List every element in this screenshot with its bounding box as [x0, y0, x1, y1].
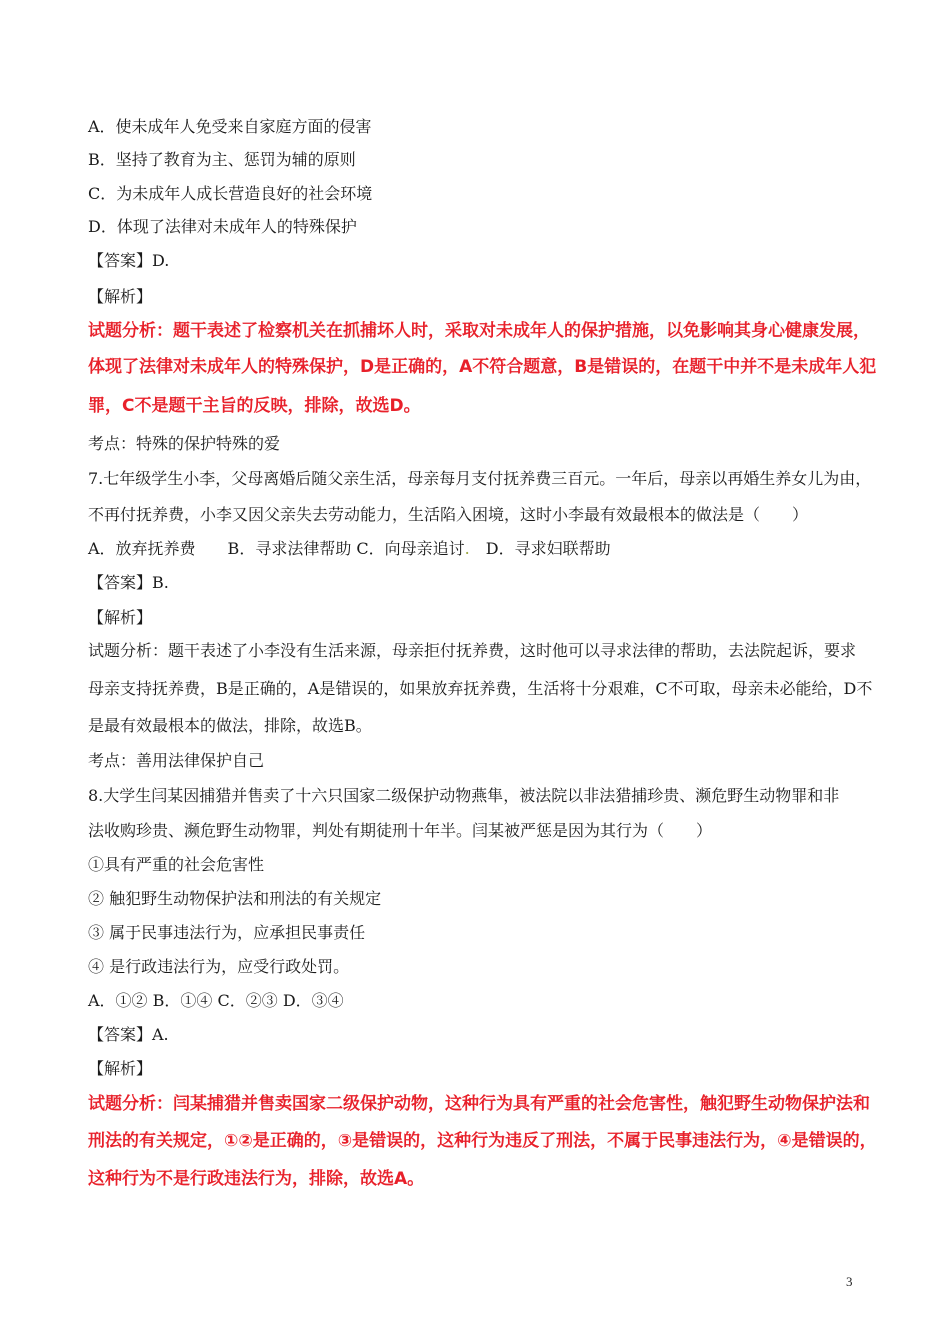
- q6-answer: 【答案】D.: [88, 251, 170, 270]
- q7-options-text: A．放弃抚养费 B．寻求法律帮助 C．向母亲追讨: [88, 539, 465, 558]
- q6-option-a: A．使未成年人免受来自家庭方面的侵害: [88, 117, 372, 136]
- q8-answer: 【答案】A.: [88, 1025, 169, 1044]
- stray-dot: .: [464, 539, 470, 558]
- q8-analysis-label: 【解析】: [88, 1059, 153, 1078]
- q8-stem-line-1: 8.大学生闫某因捕猎并售卖了十六只国家二级保护动物燕隼，被法院以非法猎捕珍贵、濒危野生动物罪和非: [88, 786, 840, 805]
- q7-stem-line-2: 不再付抚养费，小李又因父亲失去劳动能力，生活陷入困境，这时小李最有效最根本的做法是（ ）: [88, 505, 809, 524]
- q7-analysis-line-1: 试题分析：题干表述了小李没有生活来源，母亲拒付抚养费，这时他可以寻求法律的帮助，去法院起诉，要求: [88, 641, 857, 660]
- q7-answer: 【答案】B.: [88, 573, 169, 592]
- page-number: 3: [846, 1274, 853, 1289]
- q8-item-1: ①具有严重的社会危害性: [88, 855, 265, 874]
- q6-analysis-line-2: 体现了法律对未成年人的特殊保护，D是正确的，A不符合题意，B是错误的，在题干中并不是未成年人犯: [88, 357, 877, 377]
- q7-option-d-text: D．寻求妇联帮助: [469, 539, 611, 558]
- q6-option-d: D．体现了法律对未成年人的特殊保护: [88, 217, 357, 236]
- q8-options: A．①② B．①④ C．②③ D．③④: [88, 991, 344, 1010]
- q6-analysis-line-1: 试题分析：题干表述了检察机关在抓捕坏人时，采取对未成年人的保护措施，以免影响其身心健康发展，: [88, 321, 870, 341]
- q7-stem-line-1: 7.七年级学生小李，父母离婚后随父亲生活，母亲每月支付抚养费三百元。一年后，母亲以再婚生养女儿为由，: [88, 469, 872, 488]
- q7-options: [88, 538, 880, 560]
- q6-option-b: B．坚持了教育为主、惩罚为辅的原则: [88, 150, 356, 169]
- q8-item-3: ③ 属于民事违法行为，应承担民事责任: [88, 923, 366, 942]
- q8-stem-line-2: 法收购珍贵、濒危野生动物罪，判处有期徒刑十年半。闫某被严惩是因为其行为（ ）: [88, 821, 713, 840]
- q8-analysis-line-1: 试题分析：闫某捕猎并售卖国家二级保护动物，这种行为具有严重的社会危害性，触犯野生动物保护法和: [88, 1094, 870, 1114]
- q6-option-c: C．为未成年人成长营造良好的社会环境: [88, 184, 373, 203]
- q6-analysis-line-3: 罪，C不是题干主旨的反映，排除，故选D。: [88, 396, 421, 416]
- q7-analysis-line-2: 母亲支持抚养费，B是正确的，A是错误的，如果放弃抚养费，生活将十分艰难，C不可取，母亲未必能给，D不: [88, 679, 873, 698]
- q7-knowledge-point: 考点：善用法律保护自己: [88, 751, 265, 770]
- q8-item-2: ② 触犯野生动物保护法和刑法的有关规定: [88, 889, 382, 908]
- q7-analysis-label: 【解析】: [88, 608, 153, 627]
- q6-knowledge-point: 考点：特殊的保护特殊的爱: [88, 434, 281, 453]
- q8-item-4: ④ 是行政违法行为，应受行政处罚。: [88, 957, 350, 976]
- q7-analysis-line-3: 是最有效最根本的做法，排除，故选B。: [88, 716, 372, 735]
- q8-analysis-line-2: 刑法的有关规定，①②是正确的，③是错误的，这种行为违反了刑法，不属于民事违法行为，④是错误的，: [88, 1131, 877, 1151]
- q6-analysis-label: 【解析】: [88, 287, 153, 306]
- q8-analysis-line-3: 这种行为不是行政违法行为，排除，故选A。: [88, 1169, 425, 1189]
